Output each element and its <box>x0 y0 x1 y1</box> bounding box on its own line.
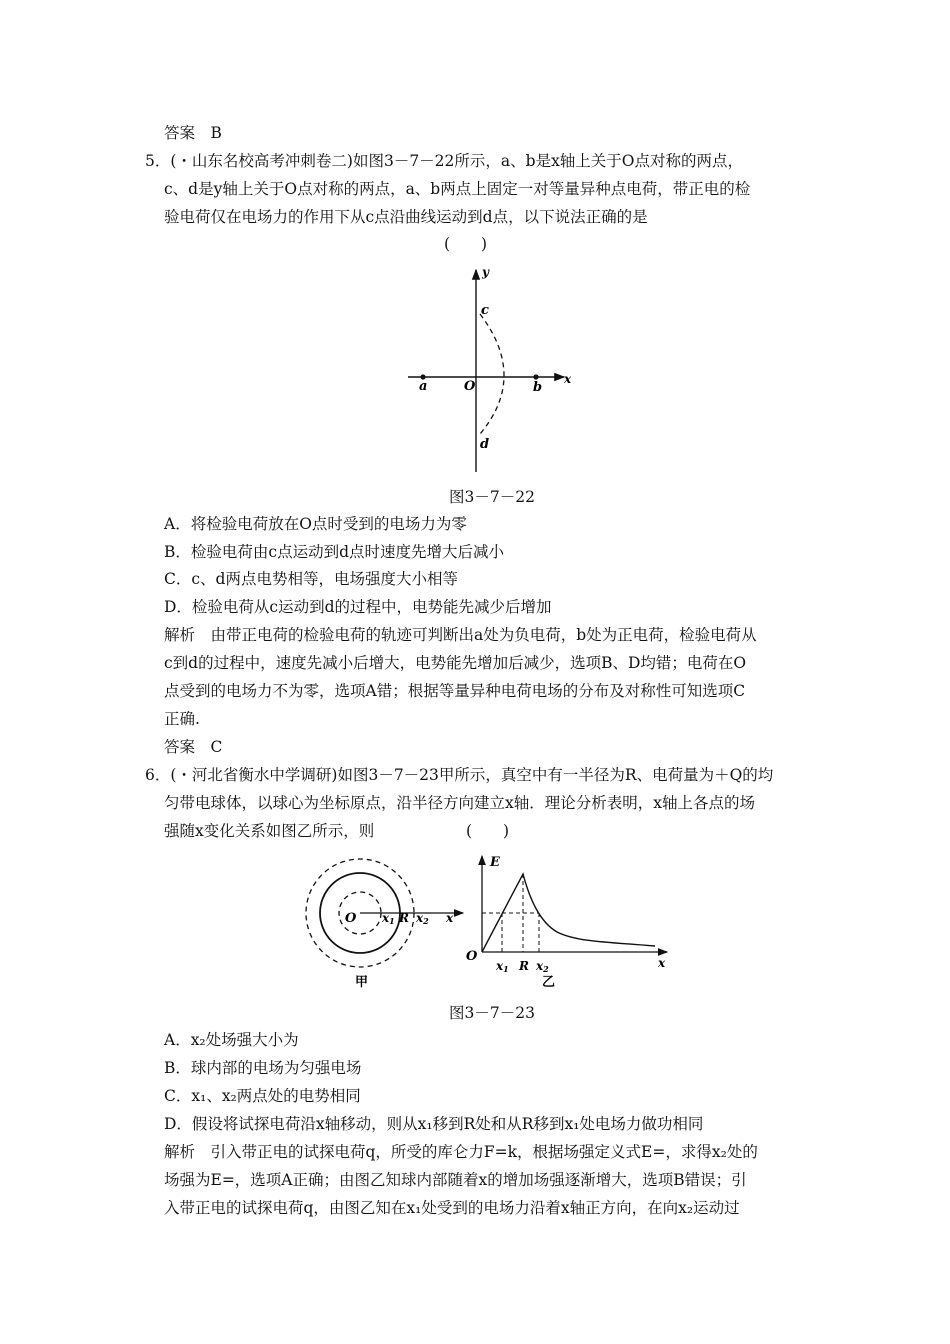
r-label: R <box>399 911 409 925</box>
question-5-line-3: 验电荷仅在电场力的作用下从c点沿曲线运动到d点，以下说法正确的是 <box>164 208 648 226</box>
x-axis-label: x <box>446 911 454 925</box>
field-strength-curve <box>482 874 655 952</box>
y-axis-label: y <box>482 265 489 279</box>
question-6-option-c: C．x₁、x₂两点处的电势相同 <box>164 1087 361 1105</box>
x-axis-label: x <box>658 956 666 970</box>
point-c-label: c <box>481 303 489 318</box>
point-b <box>533 374 538 379</box>
question-6-analysis-line-3: 入带正电的试探电荷q，由图乙知在x₁处受到的电场力沿着x轴正方向，在向x₂运动过 <box>164 1199 740 1217</box>
question-5-analysis-line-3: 点受到的电场力不为零，选项A错；根据等量异种电荷电场的分布及对称性可知选项C <box>164 682 746 700</box>
answer-line: 答案 B <box>164 124 222 142</box>
question-5-option-d: D．检验电荷从c运动到d的过程中，电势能先减少后增加 <box>164 598 552 616</box>
trajectory-curve <box>480 314 504 434</box>
question-6-analysis-line-1: 解析 引入带正电的试探电荷q，所受的库仑力F=k，根据场强定义式E=，求得x₂处的 <box>164 1143 758 1161</box>
x2-label: x2 <box>416 911 429 926</box>
x2-label: x2 <box>536 959 549 974</box>
question-5-analysis-line-1: 解析 由带正电荷的检验电荷的轨迹可判断出a处为负电荷，b处为正电荷，检验电荷从 <box>164 626 757 644</box>
x1-label: x1 <box>496 959 509 974</box>
question-6-line-3: 强随x变化关系如图乙所示，则 <box>164 822 375 840</box>
question-5-option-b: B．检验电荷由c点运动到d点时速度先增大后减小 <box>164 543 504 561</box>
origin-label: O <box>466 949 478 964</box>
question-6-analysis-line-2: 场强为E=，选项A正确；由图乙知球内部随着x的增加场强逐渐增大，选项B错误；引 <box>164 1171 747 1189</box>
origin-label: O <box>345 911 357 926</box>
y-axis-label: E <box>490 855 500 870</box>
yi-caption: 乙 <box>542 975 556 990</box>
x-axis-label: x <box>564 372 572 386</box>
question-6-option-a: A．x₂处场强大小为 <box>164 1031 299 1049</box>
question-5-analysis-line-2: c到d的过程中，速度先减小后增大，电势能先增加后减少，选项B、D均错；电荷在O <box>164 654 747 672</box>
question-5-analysis-line-4: 正确. <box>164 710 200 728</box>
point-d-label: d <box>480 437 490 452</box>
answer-line: 答案 C <box>164 738 223 756</box>
jia-caption: 甲 <box>355 975 369 990</box>
question-5-line-2: c、d是y轴上关于O点对称的两点，a、b两点上固定一对等量异种点电荷，带正电的检 <box>164 180 751 198</box>
figure-3-7-22 <box>396 262 586 478</box>
figure-3-7-23-yi <box>462 850 672 990</box>
question-5-line-1: 5．(・山东名校高考冲刺卷二)如图3－7－22所示，a、b是x轴上关于O点对称的两点， <box>145 152 744 170</box>
question-6-answer-paren: ( ) <box>466 822 510 840</box>
origin-label: O <box>464 379 476 394</box>
figure-3-7-22-caption: 图3－7－22 <box>449 488 535 506</box>
question-6-option-b: B．球内部的电场为匀强电场 <box>164 1059 362 1077</box>
x1-label: x1 <box>382 911 395 926</box>
question-6-line-1: 6．(・河北省衡水中学调研)如图3－7－23甲所示，真空中有一半径为R、电荷量为＋Q的均 <box>145 766 774 784</box>
question-6-option-d: D．假设将试探电荷沿x轴移动，则从x₁移到R处和从R移到x₁处电场力做功相同 <box>164 1115 704 1133</box>
question-5-option-a: A．将检验电荷放在O点时受到的电场力为零 <box>164 515 467 533</box>
question-6-line-2: 匀带电球体，以球心为坐标原点，沿半径方向建立x轴．理论分析表明，x轴上各点的场 <box>164 794 755 812</box>
question-5-option-c: C．c、d两点电势相等，电场强度大小相等 <box>164 570 458 588</box>
question-5-answer-paren: ( ) <box>444 235 488 253</box>
figure-3-7-23-caption: 图3－7－23 <box>449 1004 535 1022</box>
figure-3-7-23-jia <box>300 850 470 990</box>
point-a-label: a <box>419 379 428 394</box>
point-b-label: b <box>533 380 543 395</box>
r-label: R <box>519 959 529 973</box>
